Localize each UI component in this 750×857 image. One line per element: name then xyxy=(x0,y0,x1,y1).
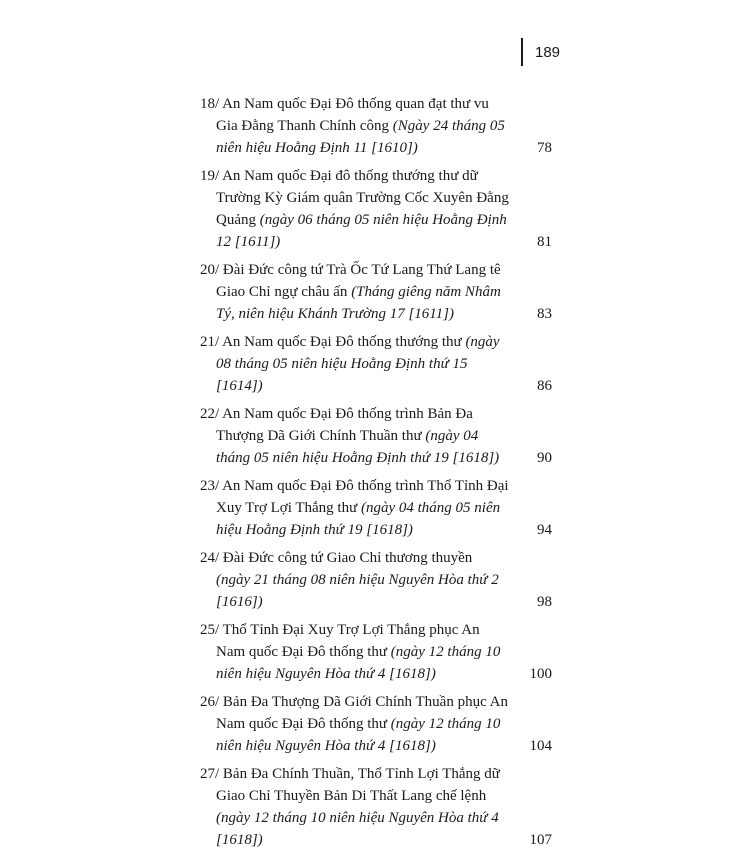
entry-date: (Ngày 24 tháng 05 niên hiệu Hoằng Định 11 [1610]) xyxy=(216,118,505,156)
toc-entry xyxy=(200,165,552,253)
toc-entry xyxy=(200,93,552,159)
entry-page-number: 81 xyxy=(537,234,552,250)
entry-date: (ngày 06 tháng 05 niên hiệu Hoằng Định 12 [1611]) xyxy=(216,212,507,250)
toc-entry xyxy=(200,403,552,469)
toc-entry xyxy=(200,547,552,613)
toc-entry xyxy=(200,763,552,851)
toc-entry xyxy=(200,619,552,685)
entry-page-number: 78 xyxy=(537,140,552,156)
entry-date: (ngày 12 tháng 10 niên hiệu Nguyên Hòa thứ 4 [1618]) xyxy=(216,810,499,848)
toc-entry xyxy=(200,475,552,541)
entry-date: (ngày 12 tháng 10 niên hiệu Nguyên Hòa thứ 4 [1618]) xyxy=(216,644,501,682)
table-of-contents xyxy=(200,93,552,857)
entry-date: (ngày 08 tháng 05 niên hiệu Hoằng Định thứ 15 [1614]) xyxy=(216,334,500,394)
entry-page-number: 90 xyxy=(537,450,552,466)
page-header xyxy=(521,38,560,66)
entry-title: 21/ An Nam quốc Đại Đô thống thướng thư xyxy=(200,334,466,350)
entry-page-number: 94 xyxy=(537,522,552,538)
entry-text xyxy=(200,619,510,685)
entry-date: (ngày 04 tháng 05 niên hiệu Hoằng Định thứ 19 [1618]) xyxy=(216,428,500,466)
entry-title: 27/ Bản Đa Chính Thuần, Thổ Tỉnh Lợi Thắng dữ Giao Chỉ Thuyền Bản Di Thất Lang chế lệnh xyxy=(200,766,500,804)
entry-text xyxy=(200,403,510,469)
entry-page-number: 98 xyxy=(537,594,552,610)
entry-title: 23/ An Nam quốc Đại Đô thống trình Thổ Tỉnh Đại Xuy Trợ Lợi Thắng thư xyxy=(200,478,509,516)
toc-entry xyxy=(200,259,552,325)
entry-text xyxy=(200,691,510,757)
entry-date: (ngày 04 tháng 05 niên hiệu Hoằng Định thứ 19 [1618]) xyxy=(216,500,501,538)
entry-page-number: 104 xyxy=(529,738,552,754)
entry-text xyxy=(200,93,510,159)
entry-text xyxy=(200,547,510,613)
entry-title: 19/ An Nam quốc Đại đô thống thướng thư dữ Trường Kỳ Giám quân Trường Cốc Xuyên Đằng Quảng xyxy=(200,168,509,228)
entry-title: 24/ Đài Đức công tứ Giao Chỉ thương thuyền xyxy=(200,550,473,566)
entry-title: 18/ An Nam quốc Đại Đô thống quan đạt thư vu Gia Đằng Thanh Chính công xyxy=(200,96,489,134)
entry-title: 26/ Bản Đa Thượng Dã Giới Chính Thuần phục An Nam quốc Đại Đô thống thư xyxy=(200,694,508,732)
entry-page-number: 100 xyxy=(529,666,552,682)
toc-entry xyxy=(200,691,552,757)
entry-text xyxy=(200,165,510,253)
entry-text xyxy=(200,763,510,851)
entry-date: (ngày 12 tháng 10 niên hiệu Nguyên Hòa thứ 4 [1618]) xyxy=(216,716,501,754)
entry-page-number: 83 xyxy=(537,306,552,322)
page-number: 189 xyxy=(535,43,561,61)
entry-date: (Tháng giêng năm Nhâm Tý, niên hiệu Khánh Trường 17 [1611]) xyxy=(216,284,501,322)
entry-title: 22/ An Nam quốc Đại Đô thống trình Bản Đa Thượng Dã Giới Chính Thuần thư xyxy=(200,406,473,444)
entry-page-number: 107 xyxy=(529,832,552,848)
entry-text xyxy=(200,331,510,397)
entry-title: 20/ Đài Đức công tứ Trà Ốc Tứ Lang Thứ Lang tê Giao Chỉ ngự châu ấn xyxy=(200,262,501,300)
entry-title: 25/ Thổ Tỉnh Đại Xuy Trợ Lợi Thắng phục An Nam quốc Đại Đô thống thư xyxy=(200,622,480,660)
entry-page-number: 86 xyxy=(537,378,552,394)
entry-text xyxy=(200,475,510,541)
entry-text xyxy=(200,259,510,325)
toc-entry xyxy=(200,331,552,397)
header-divider xyxy=(521,38,523,66)
entry-date: (ngày 21 tháng 08 niên hiệu Nguyên Hòa thứ 2 [1616]) xyxy=(216,572,499,610)
